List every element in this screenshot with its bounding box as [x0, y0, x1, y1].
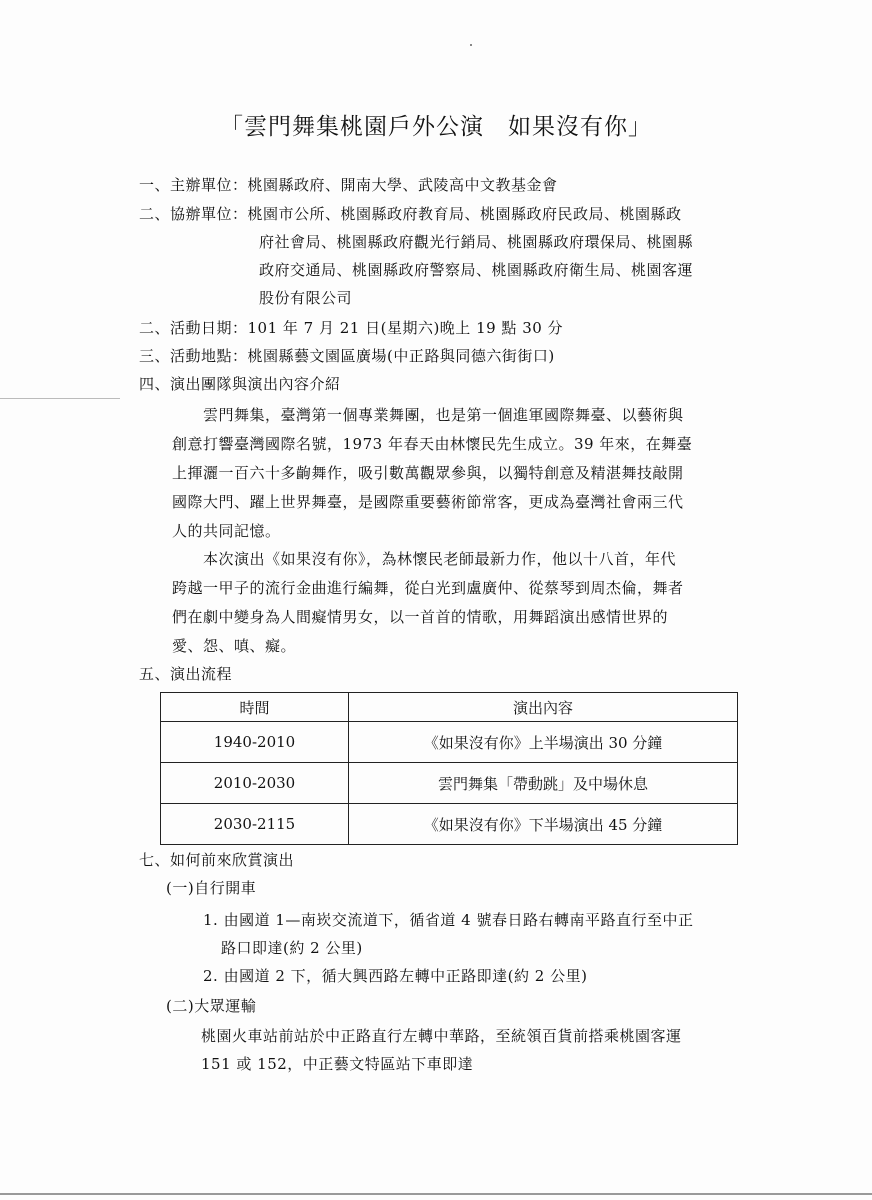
scan-artifact-dot [470, 44, 472, 46]
table-row [161, 722, 738, 763]
time-cell: 1940-2010 [161, 722, 349, 763]
intro-paragraph-1-line-2: 創意打響臺灣國際名號，1973 年春天由林懷民先生成立。39 年來，在舞臺 [172, 435, 693, 453]
drive-route-2: 2. 由國道 2 下，循大興西路左轉中正路即達(約 2 公里) [203, 967, 588, 985]
intro-heading: 四、演出團隊與演出內容介紹 [139, 375, 341, 393]
table-row [161, 804, 738, 845]
column-header-time: 時間 [161, 693, 349, 722]
self-drive-heading: (一)自行開車 [166, 879, 257, 897]
content-cell: 《如果沒有你》下半場演出 45 分鐘 [349, 804, 738, 845]
intro-paragraph-1-line-4: 國際大門、躍上世界舞臺，是國際重要藝術節常客，更成為臺灣社會兩三代 [172, 493, 684, 511]
intro-paragraph-2-line-3: 們在劇中變身為人間癡情男女，以一首首的情歌，用舞蹈演出感情世界的 [172, 608, 669, 626]
time-cell: 2030-2115 [161, 804, 349, 845]
transit-line-1: 桃園火車站前站於中正路直行左轉中華路，至統領百貨前搭乘桃園客運 [201, 1027, 682, 1045]
event-venue-line: 三、活動地點：桃園縣藝文園區廣場(中正路與同德六街街口) [139, 347, 555, 365]
drive-route-1-line-2: 路口即達(約 2 公里) [221, 939, 363, 957]
co-organizer-line-1: 二、協辦單位：桃園市公所、桃園縣政府教育局、桃園縣政府民政局、桃園縣政 [139, 205, 682, 223]
document-title: 「雲門舞集桃園戶外公演 如果沒有你」 [220, 114, 652, 140]
scan-artifact-line [0, 1193, 872, 1195]
flow-heading: 五、演出流程 [139, 665, 233, 683]
intro-paragraph-1-line-1: 雲門舞集，臺灣第一個專業舞團，也是第一個進軍國際舞臺、以藝術與 [203, 406, 684, 424]
intro-paragraph-2-line-1: 本次演出《如果沒有你》，為林懷民老師最新力作，他以十八首，年代 [203, 550, 677, 568]
co-organizer-line-4: 股份有限公司 [259, 289, 353, 307]
transit-line-2: 151 或 152，中正藝文特區站下車即達 [201, 1055, 474, 1073]
schedule-header-row [161, 693, 738, 722]
intro-paragraph-1-line-3: 上揮灑一百六十多齣舞作，吸引數萬觀眾參與，以獨特創意及精湛舞技敲開 [172, 464, 684, 482]
content-cell: 雲門舞集「帶動跳」及中場休息 [349, 763, 738, 804]
co-organizer-line-3: 政府交通局、桃園縣政府警察局、桃園縣政府衛生局、桃園客運 [259, 261, 694, 279]
co-organizer-line-2: 府社會局、桃園縣政府觀光行銷局、桃園縣政府環保局、桃園縣 [259, 233, 694, 251]
organizer-line: 一、主辦單位：桃園縣政府、開南大學、武陵高中文教基金會 [139, 176, 558, 194]
content-cell: 《如果沒有你》上半場演出 30 分鐘 [349, 722, 738, 763]
drive-route-1-line-1: 1. 由國道 1—南崁交流道下，循省道 4 號春日路右轉南平路直行至中正 [203, 911, 694, 929]
event-date-line: 二、活動日期：101 年 7 月 21 日(星期六)晚上 19 點 30 分 [139, 319, 564, 337]
schedule-table [160, 692, 738, 845]
time-cell: 2010-2030 [161, 763, 349, 804]
column-header-content: 演出內容 [349, 693, 738, 722]
intro-paragraph-2-line-4: 愛、怨、嗔、癡。 [172, 637, 297, 655]
intro-paragraph-1-line-5: 人的共同記憶。 [172, 522, 281, 540]
directions-heading: 七、如何前來欣賞演出 [139, 851, 295, 869]
scan-artifact-line [0, 398, 120, 399]
intro-paragraph-2-line-2: 跨越一甲子的流行金曲進行編舞，從白光到盧廣仲、從蔡琴到周杰倫，舞者 [172, 579, 684, 597]
transit-heading: (二)大眾運輸 [166, 997, 257, 1015]
table-row [161, 763, 738, 804]
